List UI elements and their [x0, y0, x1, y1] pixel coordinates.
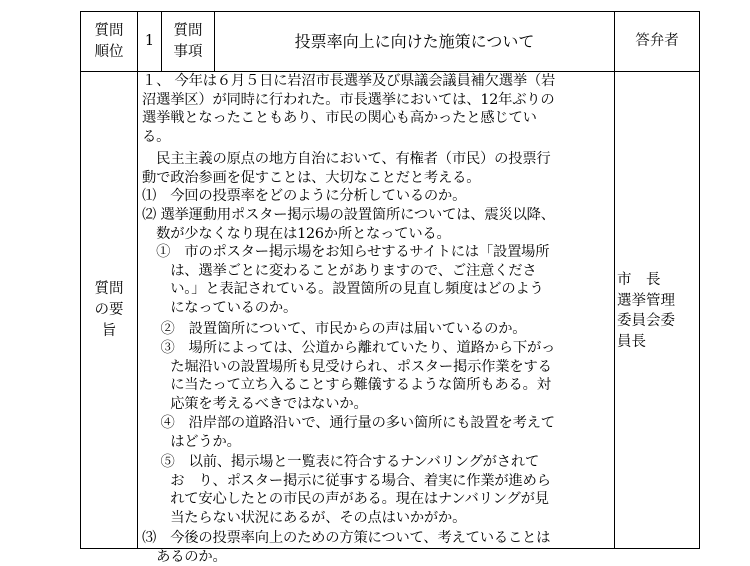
summary-label-line2: の要	[94, 301, 124, 318]
answerer-label: 答弁者	[635, 33, 679, 49]
rank-label-cell	[81, 12, 137, 71]
body-line: 応策を考えるべきではないか。	[142, 395, 368, 412]
body-line: 民主主義の原点の地方自治において、有権者（市民）の投票行	[142, 151, 551, 167]
summary-label-line3: 旨	[101, 322, 117, 339]
topic-title: 投票率向上に向けた施策について	[294, 32, 535, 51]
answerer-line1: 市 長	[617, 272, 661, 288]
body-line: ⑤ 以前、掲示場と一覧表に符合するナンバリングがされて	[142, 454, 540, 470]
body-line: 当たらない状況にあるが、その点はいかがか。	[142, 509, 467, 526]
topic-cell	[215, 12, 614, 71]
body-line: 動で政治参画を促すことは、大切なことだと考える。	[142, 169, 481, 186]
answerer-line4: 員長	[617, 333, 646, 350]
rank-label-line1: 質問	[94, 22, 124, 39]
body-line: お り、ポスター掲示に従事する場合、着実に作業が進めら	[142, 472, 551, 489]
topic-label-line2: 事項	[173, 43, 203, 60]
body-line: あるのか。	[142, 548, 227, 565]
rank-value-cell	[138, 12, 161, 71]
body-line: ① 市のポスター掲示場をお知らせするサイトには「設置場所	[142, 244, 550, 261]
body-line: 沼選挙区）が同時に行われた。市長選挙においては、12年ぶりの	[142, 91, 555, 108]
summary-label-line1: 質問	[94, 280, 124, 297]
body-line: に当たって立ち入ることすら難儀するような箇所もある。対	[142, 377, 551, 394]
rank-label-line2: 順位	[94, 43, 124, 60]
body-line: ③ 場所によっては、公道から離れていたり、道路から下がっ	[142, 340, 556, 356]
topic-label-cell	[162, 12, 214, 71]
body-line: い。」と表記されている。設置箇所の見直し頻度はどのよう	[142, 281, 544, 298]
answerer-label-cell	[615, 12, 699, 71]
body-line: はどうか。	[142, 433, 241, 450]
col-divider-1	[137, 11, 138, 549]
answerer-line2: 選挙管理	[617, 292, 675, 309]
question-summary-label-cell	[81, 72, 137, 548]
body-line: １、 今年は６月５日に岩沼市長選挙及び県議会議員補欠選挙（岩	[142, 73, 556, 89]
border-right	[699, 11, 700, 549]
body-line: ⑴ 今回の投票率をどのように分析しているのか。	[142, 188, 467, 205]
col-divider-4	[614, 11, 615, 549]
body-line: れて安心したとの市民の声がある。現在はナンバリングが見	[142, 491, 549, 508]
topic-label-line1: 質問	[173, 22, 203, 39]
body-line: ② 設置箇所について、市民からの声は届いているのか。	[142, 321, 527, 337]
rank-value: 1	[144, 33, 155, 49]
body-line: は、選挙ごとに変わることがありますので、ご注意くださ	[142, 262, 537, 279]
body-line: る。	[142, 128, 171, 145]
body-line: 選挙戦となったこともあり、市民の関心も高かったと感じてい	[142, 110, 537, 127]
body-line: になっているのか。	[142, 300, 298, 316]
body-line: ⑶ 今後の投票率向上のための方策について、考えていることは	[142, 530, 551, 546]
answerer-line3: 委員会委	[617, 313, 675, 329]
body-line: 数が少なくなり現在は126か所となっている。	[142, 225, 451, 242]
body-line: ④ 沿岸部の道路沿いで、通行量の多い箇所にも設置を考えて	[142, 415, 555, 431]
answerer-cell	[617, 270, 675, 352]
body-line: た堀沿いの設置場所も見受けられ、ポスター掲示作業をする	[142, 358, 552, 375]
body-line: ⑵ 選挙運動用ポスター掲示場の設置箇所については、震災以降、	[142, 207, 555, 223]
